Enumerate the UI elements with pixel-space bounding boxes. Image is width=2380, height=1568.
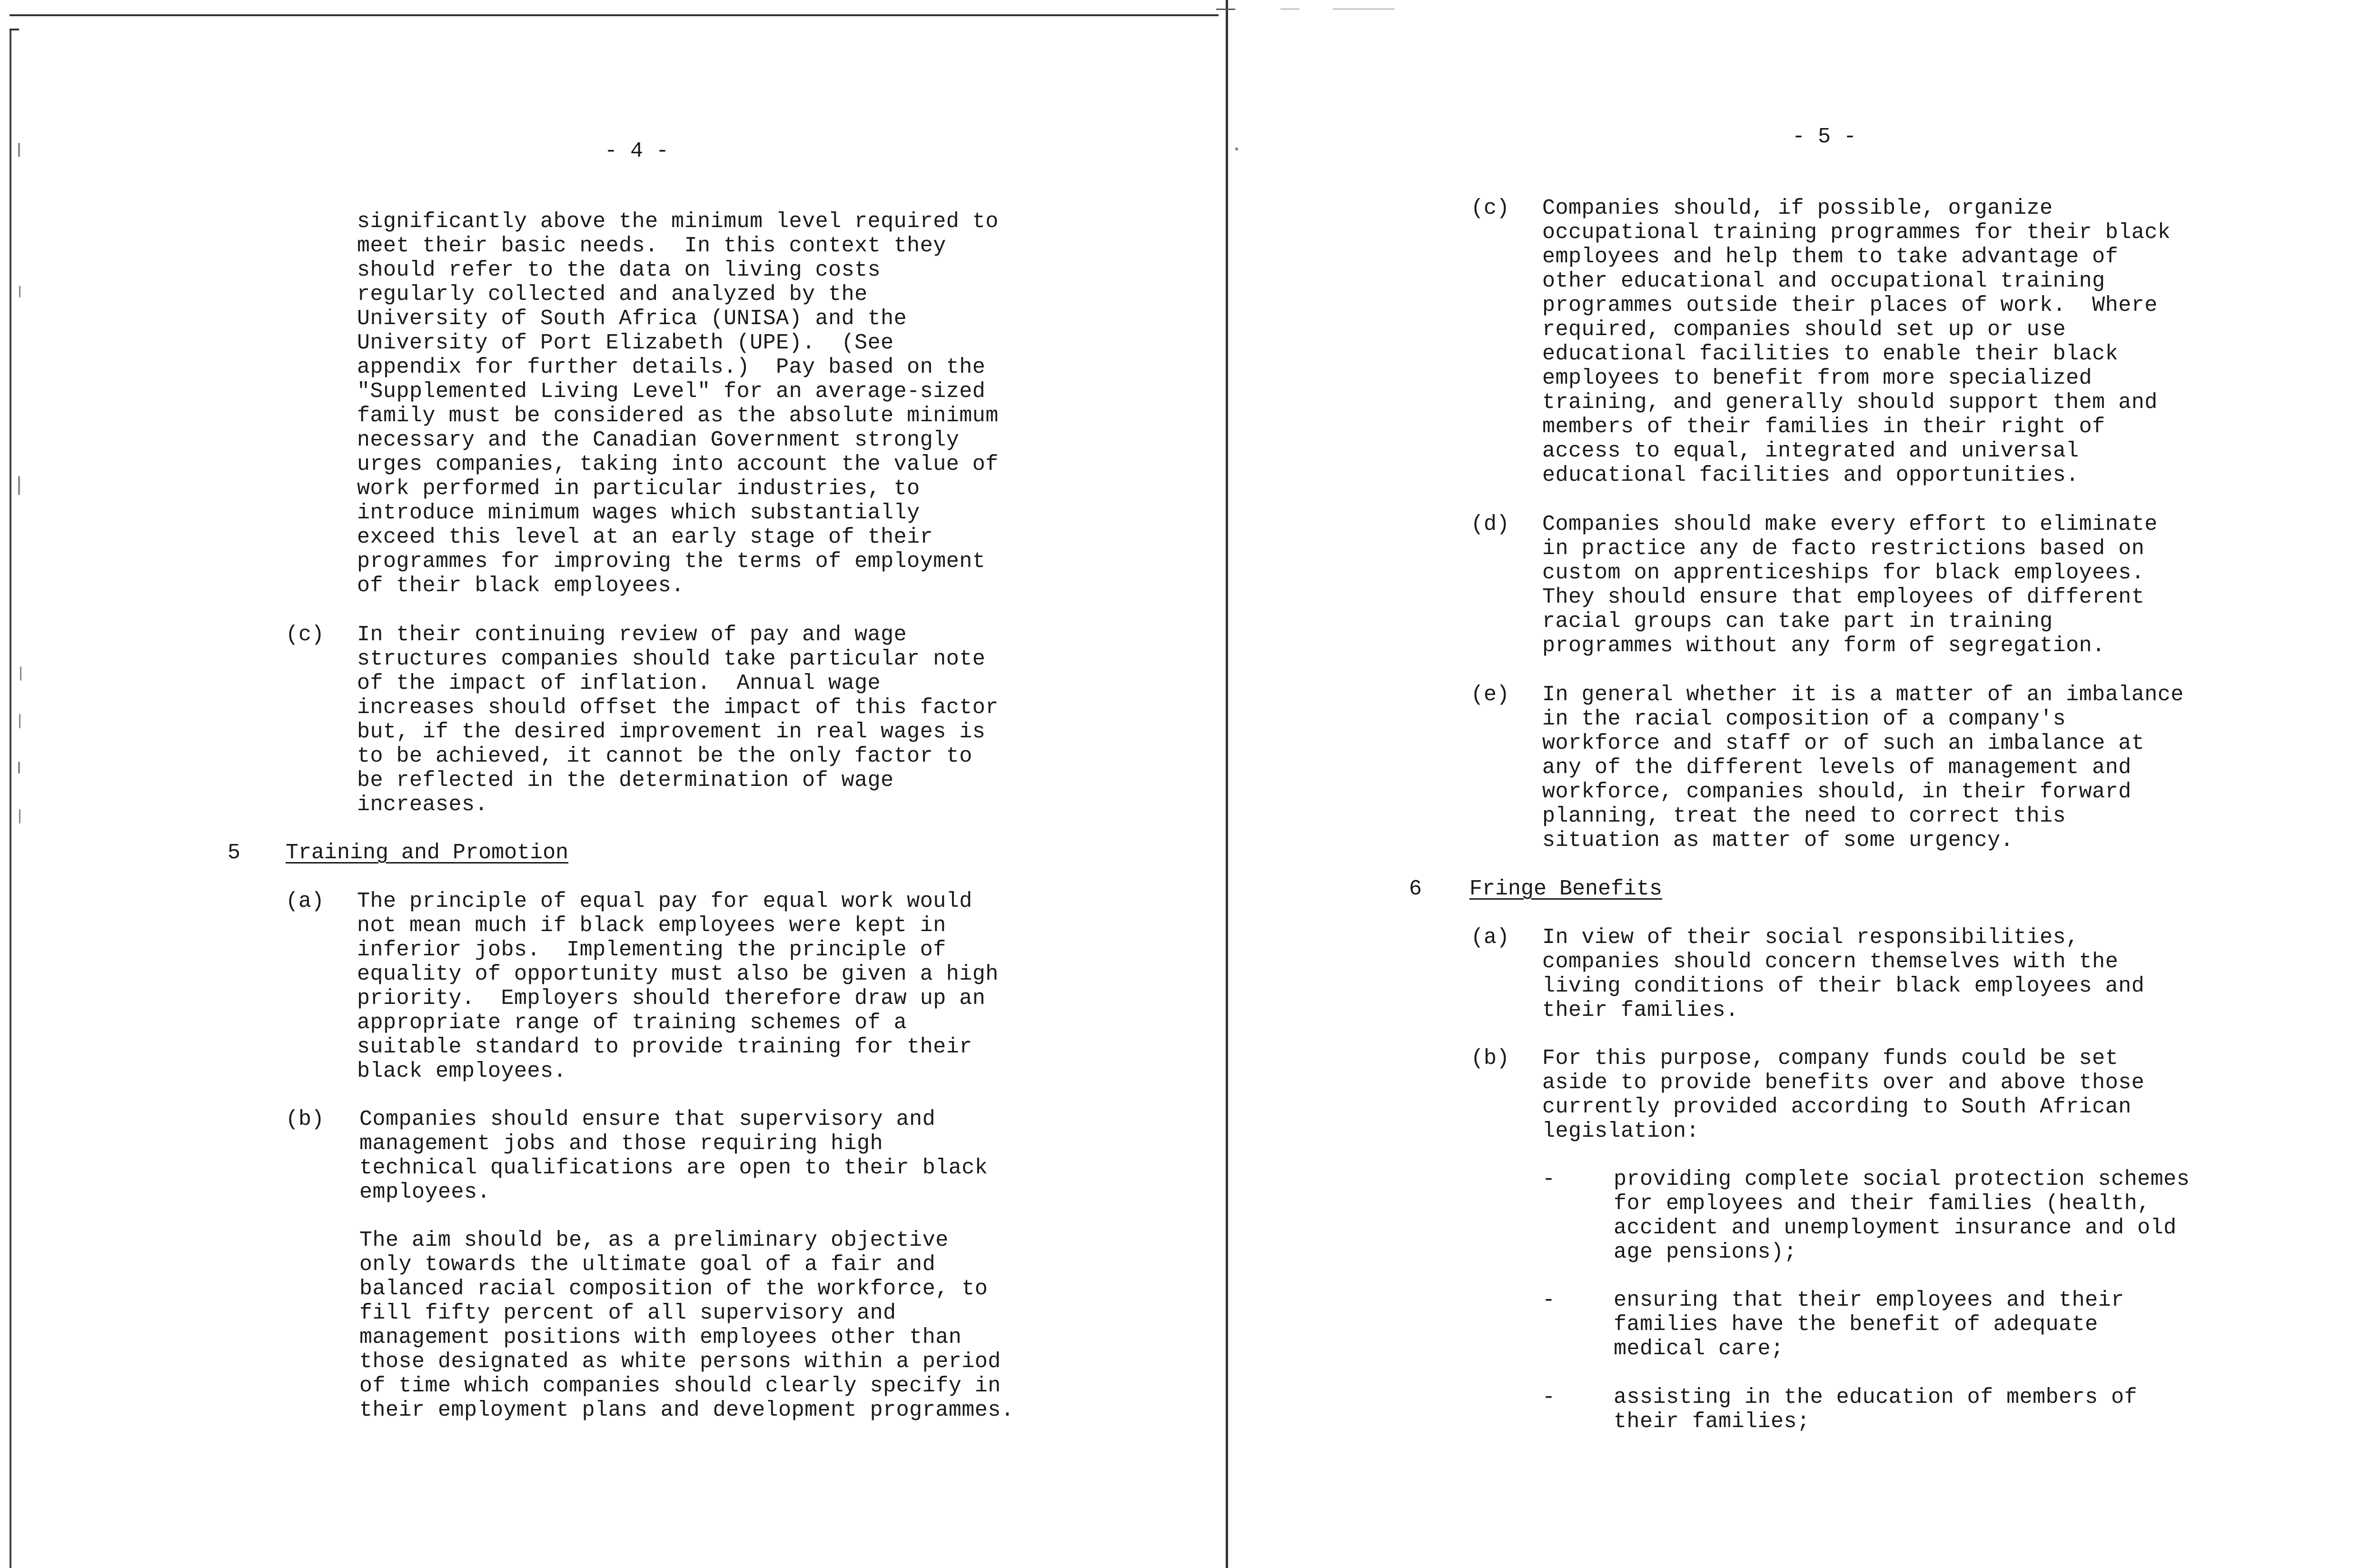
item-a-text: The principle of equal pay for equal work would not mean much if black employees were kept in inferior jobs. Implementing the principle of equality of opportunity must also be given a high priority. Employers should therefore draw up an appropriate range of training schemes of a suitable standard to provide training for their black employees. xyxy=(357,889,999,1083)
item-b-text: For this purpose, company funds could be set aside to provide benefits over and above those currently provided according to South African legislation: xyxy=(1542,1046,2145,1143)
bullet-marker: - xyxy=(1542,1167,1556,1191)
bullet-text: ensuring that their employees and their families have the benefit of adequate medical care; xyxy=(1614,1288,2124,1361)
item-label-b: (b) xyxy=(286,1107,325,1131)
item-label-e: (e) xyxy=(1471,683,1510,707)
item-c-text: Companies should, if possible, organize occupational training programmes for their black employees and help them to take advantage of other educational and occupational training programmes outside their places of work. Where required, companies should set up or use educational facilities to enable their black employees to benefit from more specialized training, and generally should support them and members of their families in their right of access to equal, integrated and universal educational facilities and opportunities. xyxy=(1542,196,2171,487)
item-e-text: In general whether it is a matter of an imbalance in the racial composition of a company's workforce and staff or of such an imbalance at any of the different levels of management and workforce, companies should, in their forward planning, treat the need to correct this situation as matter of some urgency. xyxy=(1542,683,2184,853)
item-label-c: (c) xyxy=(1471,196,1510,220)
section-heading: Fringe Benefits xyxy=(1469,877,1663,901)
item-a-text: In view of their social responsibilities, companies should concern themselves with the living conditions of their black employees and their families. xyxy=(1542,925,2145,1022)
page-number: - 4 - xyxy=(605,139,669,163)
item-c-text: In their continuing review of pay and wage structures companies should take particular note of the impact of inflation. Annual wage increases should offset the impact of this factor but, if the desired improvement in real wages is to be achieved, it cannot be the only factor to be reflected in the determination of wage increases. xyxy=(357,623,999,817)
item-b-text: Companies should ensure that supervisory and management jobs and those requiring high technical qualifications are open to their black employees. xyxy=(359,1107,988,1204)
section-number: 6 xyxy=(1409,877,1422,901)
section-heading: Training and Promotion xyxy=(286,841,569,865)
bullet-marker: - xyxy=(1542,1385,1556,1409)
bullet-text: assisting in the education of members of their families; xyxy=(1614,1385,2138,1434)
item-label-c: (c) xyxy=(286,623,325,647)
item-label-d: (d) xyxy=(1471,512,1510,536)
paragraph-continuation: significantly above the minimum level required to meet their basic needs. In this context they should refer to the data on living costs regularly collected and analyzed by the University of South Africa (UNISA) and the University of Port Elizabeth (UPE). (See appendix for further details.) Pay based on the "Supplemented Living Level" for an average-sized family must be considered as the absolute minimum necessary and the Canadian Government strongly urges companies, taking into account the value of work performed in particular industries, to introduce minimum wages which substantially exceed this level at an early stage of their programmes for improving the terms of employment of their black employees. xyxy=(357,209,999,598)
page-number: - 5 - xyxy=(1792,125,1857,149)
section-number: 5 xyxy=(228,841,241,865)
bullet-marker: - xyxy=(1542,1288,1556,1312)
item-label-b: (b) xyxy=(1471,1046,1510,1071)
item-label-a: (a) xyxy=(1471,925,1510,950)
item-d-text: Companies should make every effort to eliminate in practice any de facto restrictions based on custom on apprenticeships for black employees. They should ensure that employees of different racial groups can take part in training programmes without any form of segregation. xyxy=(1542,512,2158,658)
item-b-continuation: The aim should be, as a preliminary objective only towards the ultimate goal of a fair and balanced racial composition of the workforce, to fill fifty percent of all supervisory and management positions with employees other than those designated as white persons within a period of time which companies should clearly specify in their employment plans and development programmes. xyxy=(359,1228,1014,1422)
bullet-text: providing complete social protection schemes for employees and their families (health, accident and unemployment insurance and old age pensions); xyxy=(1614,1167,2190,1264)
right-page xyxy=(1226,0,2380,1568)
item-label-a: (a) xyxy=(286,889,325,913)
